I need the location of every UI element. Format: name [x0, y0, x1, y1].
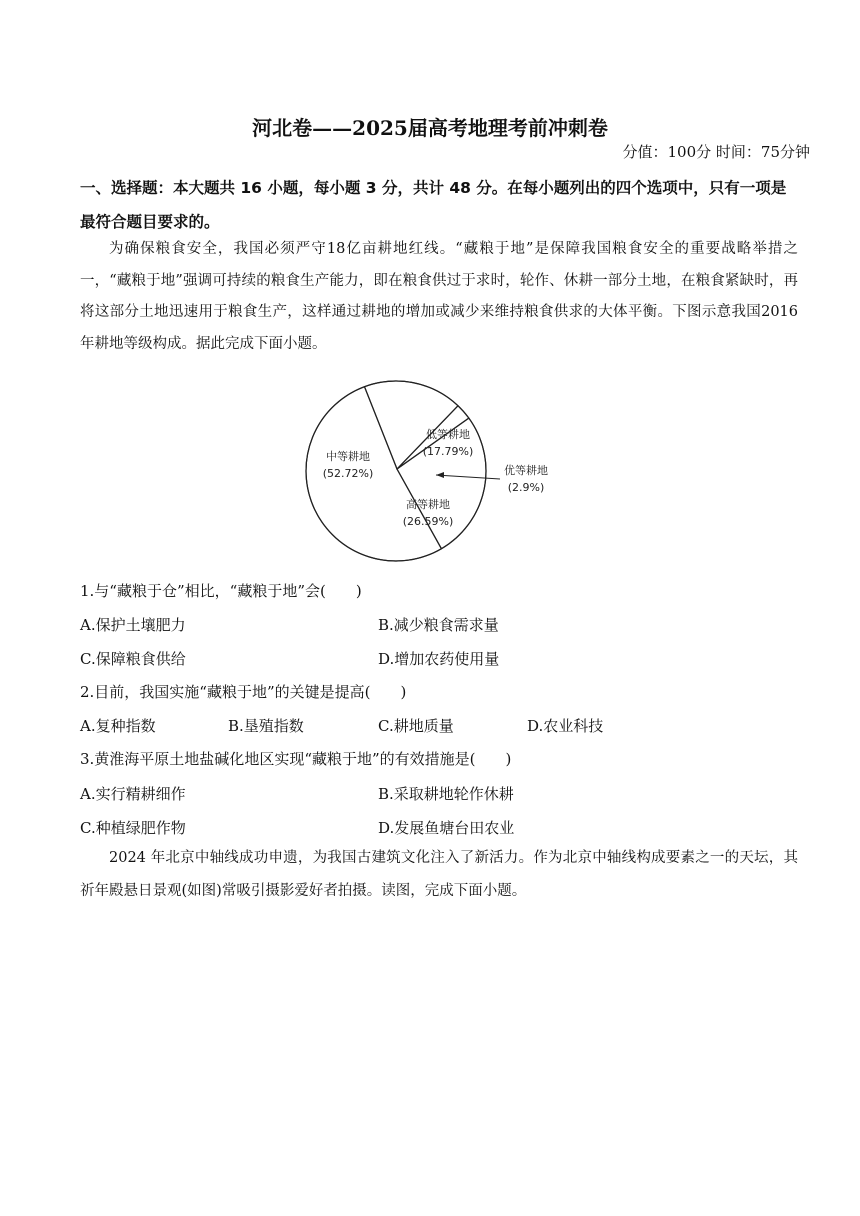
passage-1: 为确保粮食安全，我国必须严守18亿亩耕地红线。“藏粮于地”是保障我国粮食安全的重要战略举措之一，“藏粮于地”强调可持续的粮食生产能力，即在粮食供过于求时，轮作、休耕一部分土地，在粮食紧缺时，再将这部分土地迅速用于粮食生产，这样通过耕地的增加或减少来维持粮食供求的大体平衡。下图示意我国2016年耕地等级构成。据此完成下面小题。 — [80, 241, 798, 352]
passage-2: 2024 年北京中轴线成功申遗，为我国古建筑文化注入了新活力。作为北京中轴线构成要素之一的天坛，其祈年殿悬日景观(如图)常吸引摄影爱好者拍摄。读图，完成下面小题。 — [80, 850, 798, 899]
question-1-option-b[interactable]: B.减少粮食需求量 — [378, 616, 499, 634]
pie-value-3: (2.9%) — [507, 481, 545, 494]
question-2-option-a[interactable]: A.复种指数 — [80, 717, 156, 735]
score-time-info: 分值：100分 时间：75分钟 — [622, 143, 810, 161]
pie-label-2: 低等耕地 — [426, 428, 470, 441]
question-3-stem: 3.黄淮海平原土地盐碱化地区实现“藏粮于地”的有效措施是( ) — [80, 750, 512, 768]
question-1-option-d[interactable]: D.增加农药使用量 — [378, 650, 500, 668]
pie-label-1: 中等耕地 — [326, 450, 370, 463]
question-2-stem: 2.目前，我国实施“藏粮于地”的关键是提高( ) — [80, 683, 407, 701]
question-1-stem: 1.与“藏粮于仓”相比，“藏粮于地”会( ) — [80, 582, 362, 600]
question-2-option-c[interactable]: C.耕地质量 — [378, 717, 454, 735]
pie-value-2: (17.79%) — [422, 445, 474, 458]
question-2-option-b[interactable]: B.垦殖指数 — [228, 717, 304, 735]
pie-value-1: (52.72%) — [322, 467, 374, 480]
question-1-option-a[interactable]: A.保护土壤肥力 — [80, 616, 186, 634]
question-3-option-b[interactable]: B.采取耕地轮作休耕 — [378, 785, 514, 803]
question-3-option-c[interactable]: C.种植绿肥作物 — [80, 819, 186, 837]
page-title: 河北卷——2025届高考地理考前冲刺卷 — [252, 116, 608, 140]
question-3-option-a[interactable]: A.实行精耕细作 — [80, 785, 186, 803]
pie-label-4: 高等耕地 — [406, 498, 450, 511]
question-2-option-d[interactable]: D.农业科技 — [527, 717, 604, 735]
pie-value-4: (26.59%) — [402, 515, 454, 528]
pie-chart-svg — [296, 378, 566, 568]
question-3-option-d[interactable]: D.发展鱼塘台田农业 — [378, 819, 515, 837]
question-1-option-c[interactable]: C.保障粮食供给 — [80, 650, 186, 668]
pie-label-3: 优等耕地 — [504, 464, 548, 477]
farmland-grade-pie-chart — [296, 378, 566, 568]
section-heading: 一、选择题：本大题共 16 小题，每小题 3 分，共计 48 分。在每小题列出的四个选项中，只有一项是最符合题目要求的。 — [80, 179, 787, 231]
